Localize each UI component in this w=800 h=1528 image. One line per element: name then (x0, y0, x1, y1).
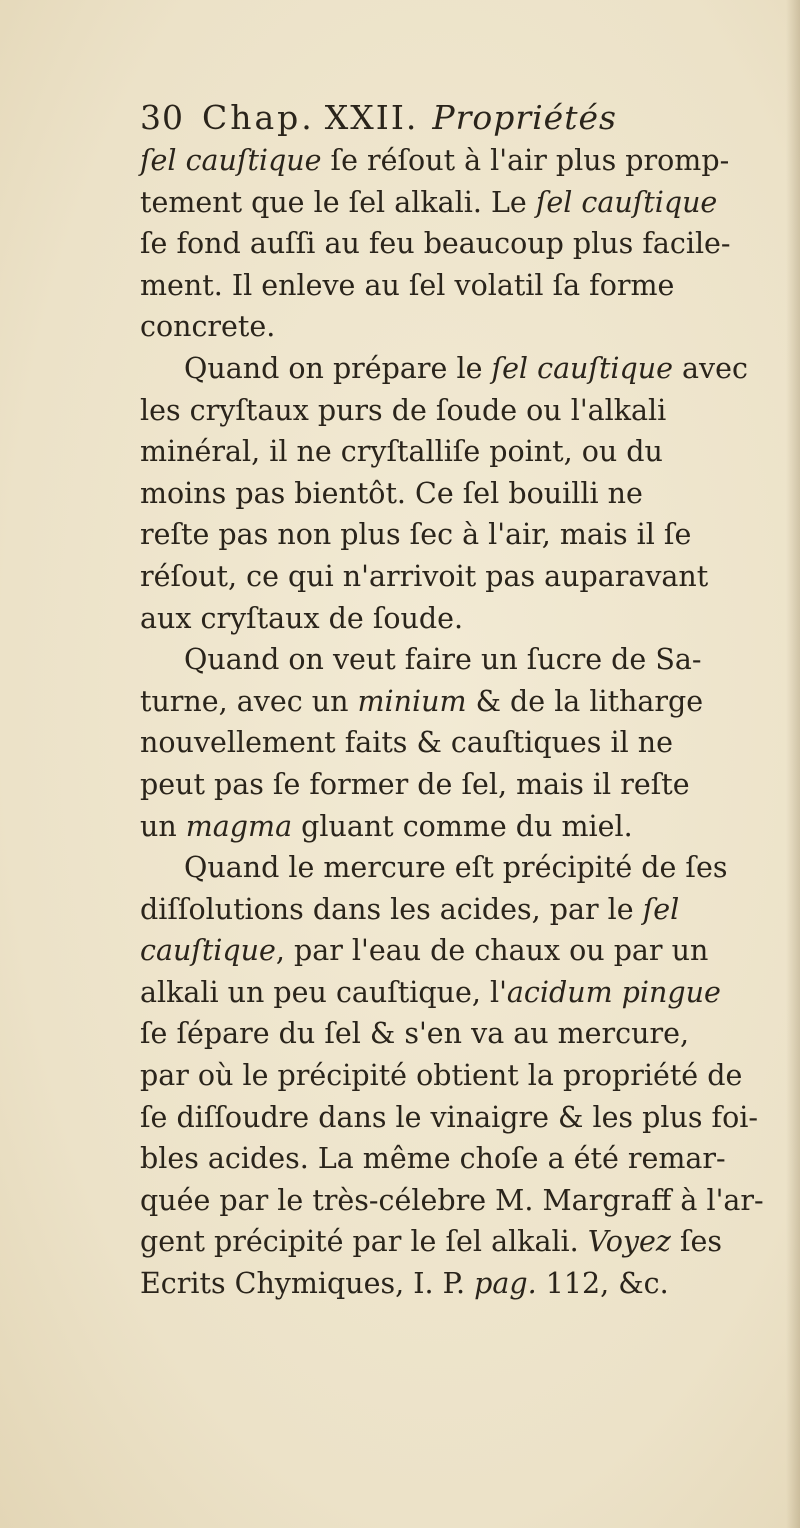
text-run: aux cryſtaux de ſoude. (140, 601, 464, 635)
italic-text: Voyez (587, 1225, 671, 1259)
text-line (140, 1013, 785, 1055)
text-line (140, 598, 785, 640)
text-run: alkali un peu cauſtique, l' (140, 975, 507, 1009)
italic-text: ſel (642, 892, 680, 926)
text-line (140, 182, 785, 224)
text-line (140, 764, 785, 806)
italic-text: ſel cauſtique (140, 144, 322, 177)
text-run: avec (673, 351, 748, 385)
text-line (140, 1055, 785, 1097)
text-run: les cryſtaux purs de ſoude ou l'alkali (140, 393, 667, 427)
text-line (140, 722, 785, 764)
text-line (140, 140, 785, 182)
text-line (140, 473, 785, 515)
text-run: tement que le ſel alkali. Le (140, 185, 536, 219)
text-run: ment. Il enleve au ſel volatil ſa forme (140, 268, 675, 302)
text-run: concrete. (140, 310, 276, 344)
text-run: gent précipité par le ſel alkali. (140, 1225, 588, 1259)
italic-text: magma (185, 809, 293, 843)
text-run: ſes (670, 1225, 723, 1259)
text-run: ſe diſſoudre dans le vinaigre & les plus foi- (140, 1100, 758, 1134)
text-run: minéral, il ne cryſtalliſe point, ou du (140, 435, 663, 469)
text-run: ſe ſépare du ſel & s'en va au mercure, (140, 1017, 690, 1051)
text-line (140, 390, 785, 432)
text-line (140, 681, 785, 723)
page-edge-shadow (786, 0, 800, 1528)
chapter-label: Chap. (202, 98, 315, 137)
text-run: bles acides. La même choſe a été remar- (140, 1142, 726, 1176)
text-run: peut pas ſe former de ſel, mais il reſte (140, 767, 690, 801)
text-line (140, 223, 785, 265)
text-run: Ecrits Chymiques, I. P. (140, 1267, 475, 1301)
text-line (140, 972, 785, 1014)
italic-text: acidum pingue (506, 975, 721, 1009)
text-line (140, 639, 785, 681)
text-run: quée par le très-célebre M. Margraff à l'ar- (140, 1183, 764, 1217)
text-line (140, 431, 785, 473)
text-run: réſout, ce qui n'arrivoit pas auparavant (140, 559, 709, 593)
text-line (140, 1097, 785, 1139)
text-run: par où le précipité obtient la propriété de (140, 1059, 743, 1093)
text-run: ſe réſout à l'air plus promp- (321, 144, 730, 177)
text-run: un (140, 809, 186, 843)
text-run: reſte pas non plus ſec à l'air, mais il ſe (140, 518, 692, 552)
text-run: gluant comme du miel. (292, 809, 633, 843)
running-title: Propriétés (432, 98, 617, 137)
text-run: moins pas bientôt. Ce ſel bouilli ne (140, 476, 643, 510)
text-line (140, 889, 785, 931)
chapter-number: XXII. (324, 98, 419, 137)
italic-text: pag. (474, 1267, 537, 1301)
text-line (140, 1263, 785, 1305)
text-run: diſſolutions dans les acides, par le (140, 892, 643, 926)
text-line (140, 806, 785, 848)
text-run: Quand on prépare le (184, 351, 492, 385)
text-run: , par l'eau de chaux ou par un (275, 934, 709, 968)
text-run: nouvellement faits & cauſtiques il ne (140, 726, 673, 760)
text-line (140, 1221, 785, 1263)
text-run: Quand le mercure eſt précipité de ſes (184, 851, 728, 885)
text-line (140, 348, 785, 390)
text-run: Quand on veut faire un ſucre de Sa- (184, 643, 702, 677)
body-text (140, 140, 785, 1305)
text-run: ſe fond auſſi au feu beaucoup plus facile- (140, 227, 731, 261)
italic-text: minium (357, 684, 467, 718)
text-line (140, 1180, 785, 1222)
text-line (140, 930, 785, 972)
text-line (140, 1138, 785, 1180)
text-line (140, 556, 785, 598)
page-number: 30 (140, 98, 184, 137)
italic-text: ſel cauſtique (535, 185, 718, 219)
italic-text: ſel cauſtique (491, 351, 673, 385)
text-run: turne, avec un (140, 684, 358, 718)
text-line (140, 847, 785, 889)
text-run: & de la litharge (466, 684, 704, 718)
italic-text: cauſtique (140, 934, 276, 968)
text-line (140, 265, 785, 307)
text-line (140, 514, 785, 556)
text-line (140, 306, 785, 348)
text-run: 112, &c. (536, 1267, 669, 1301)
